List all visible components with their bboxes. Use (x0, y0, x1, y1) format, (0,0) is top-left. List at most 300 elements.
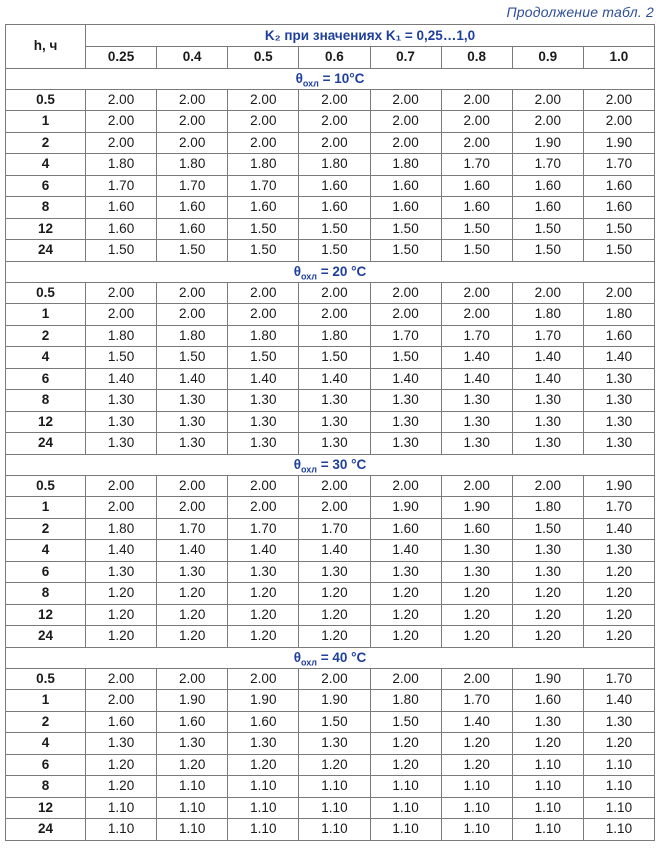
table-row (6, 175, 655, 197)
table-row (6, 711, 655, 733)
k2-value-cell: 1.20 (86, 604, 157, 626)
section-header-row (6, 68, 655, 89)
k2-value-cell: 1.60 (157, 218, 228, 240)
k2-value-cell: 1.40 (370, 368, 441, 390)
h-cell: 12 (6, 604, 86, 626)
k2-value-cell: 1.80 (157, 325, 228, 347)
h-cell: 2 (6, 518, 86, 540)
theta-subscript: охл (301, 657, 317, 668)
k2-value-cell: 2.00 (228, 475, 299, 497)
k2-value-cell: 1.30 (86, 411, 157, 433)
h-cell: 1 (6, 111, 86, 133)
table-row (6, 111, 655, 133)
section-condition: = 40 °C (317, 649, 367, 665)
k2-value-cell: 2.00 (86, 497, 157, 519)
section-header-row (6, 647, 655, 668)
k2-value-cell: 1.30 (583, 540, 654, 562)
k2-value-cell: 1.20 (228, 754, 299, 776)
k2-value-cell: 1.80 (370, 154, 441, 176)
h-cell: 8 (6, 197, 86, 219)
k2-value-cell: 1.60 (583, 325, 654, 347)
k2-value-cell: 1.30 (86, 733, 157, 755)
k2-value-cell: 1.60 (370, 175, 441, 197)
k2-value-cell: 1.20 (441, 583, 512, 605)
k2-value-cell: 2.00 (583, 111, 654, 133)
k2-value-cell: 1.10 (583, 797, 654, 819)
k2-value-cell: 1.60 (157, 711, 228, 733)
k2-value-cell: 1.60 (228, 711, 299, 733)
k2-value-cell: 1.60 (228, 197, 299, 219)
k2-value-cell: 1.30 (441, 540, 512, 562)
k2-value-cell: 2.00 (512, 282, 583, 304)
theta-symbol: θ (295, 70, 303, 86)
k2-value-cell: 1.70 (441, 325, 512, 347)
k2-value-cell: 1.20 (157, 604, 228, 626)
k2-value-cell: 1.80 (86, 154, 157, 176)
k1-value-header: 0.25 (86, 47, 157, 69)
k2-value-cell: 1.20 (370, 733, 441, 755)
k2-value-cell: 1.20 (299, 754, 370, 776)
k2-value-cell: 2.00 (228, 668, 299, 690)
k2-value-cell: 1.20 (512, 733, 583, 755)
k2-value-cell: 1.10 (583, 776, 654, 798)
k2-value-cell: 2.00 (512, 89, 583, 111)
k2-value-cell: 1.20 (228, 626, 299, 648)
table-row (6, 497, 655, 519)
k2-value-cell: 1.30 (299, 411, 370, 433)
k2-value-cell: 1.50 (512, 218, 583, 240)
k2-value-cell: 1.20 (441, 754, 512, 776)
table-row (6, 626, 655, 648)
h-cell: 0.5 (6, 282, 86, 304)
k2-value-cell: 1.50 (583, 218, 654, 240)
k2-value-cell: 1.30 (583, 433, 654, 455)
k2-value-cell: 1.90 (512, 668, 583, 690)
k2-value-cell: 1.50 (370, 218, 441, 240)
k2-value-cell: 2.00 (228, 304, 299, 326)
table-row (6, 390, 655, 412)
table-row (6, 733, 655, 755)
k2-value-cell: 2.00 (157, 89, 228, 111)
k2-value-cell: 2.00 (441, 282, 512, 304)
k2-value-cell: 1.20 (86, 776, 157, 798)
k2-value-cell: 1.50 (583, 240, 654, 262)
k2-value-cell: 2.00 (441, 304, 512, 326)
k2-value-cell: 1.60 (512, 197, 583, 219)
k2-value-cell: 1.30 (583, 411, 654, 433)
table-row (6, 282, 655, 304)
k2-value-cell: 1.90 (228, 690, 299, 712)
k2-value-cell: 1.40 (441, 368, 512, 390)
h-cell: 6 (6, 754, 86, 776)
k2-value-cell: 1.60 (370, 197, 441, 219)
table-row (6, 583, 655, 605)
k2-value-cell: 1.10 (370, 819, 441, 841)
table-row (6, 433, 655, 455)
k2-value-cell: 1.40 (299, 540, 370, 562)
k2-value-cell: 1.30 (583, 711, 654, 733)
k2-value-cell: 1.20 (299, 604, 370, 626)
table-row (6, 475, 655, 497)
h-cell: 1 (6, 497, 86, 519)
table-row (6, 776, 655, 798)
table-row (6, 518, 655, 540)
k2-value-cell: 1.30 (228, 733, 299, 755)
k2-value-cell: 1.20 (86, 754, 157, 776)
table-row (6, 561, 655, 583)
section-title (6, 68, 655, 89)
k2-value-cell: 1.30 (157, 390, 228, 412)
k2-value-cell: 1.70 (583, 668, 654, 690)
k2-value-cell: 2.00 (157, 111, 228, 133)
k2-value-cell: 1.90 (299, 690, 370, 712)
k2-value-cell: 2.00 (157, 475, 228, 497)
k2-value-cell: 1.20 (86, 626, 157, 648)
k2-value-cell: 1.20 (157, 626, 228, 648)
k2-value-cell: 2.00 (299, 304, 370, 326)
k2-value-cell: 1.10 (512, 797, 583, 819)
k2-value-cell: 1.30 (157, 733, 228, 755)
h-cell: 2 (6, 325, 86, 347)
k2-value-cell: 1.70 (228, 175, 299, 197)
k2-value-cell: 1.70 (512, 325, 583, 347)
h-cell: 2 (6, 132, 86, 154)
k2-table (5, 24, 655, 841)
k2-value-cell: 1.30 (228, 411, 299, 433)
section-title (6, 261, 655, 282)
k2-value-cell: 1.10 (228, 776, 299, 798)
k2-value-cell: 1.20 (299, 583, 370, 605)
k2-value-cell: 1.20 (370, 754, 441, 776)
k2-value-cell: 1.60 (441, 197, 512, 219)
k2-value-cell: 1.10 (370, 797, 441, 819)
k2-value-cell: 2.00 (86, 111, 157, 133)
k2-value-cell: 1.40 (228, 368, 299, 390)
k2-value-cell: 1.60 (86, 711, 157, 733)
k2-value-cell: 2.00 (299, 132, 370, 154)
k2-value-cell: 1.80 (228, 325, 299, 347)
k2-value-cell: 2.00 (299, 89, 370, 111)
table-row (6, 304, 655, 326)
table-row (6, 754, 655, 776)
k2-value-cell: 1.80 (583, 304, 654, 326)
k2-value-cell: 2.00 (228, 89, 299, 111)
k2-value-cell: 2.00 (86, 475, 157, 497)
k2-value-cell: 2.00 (441, 111, 512, 133)
k2-value-cell: 1.60 (86, 197, 157, 219)
table-row (6, 240, 655, 262)
k2-value-cell: 1.30 (583, 390, 654, 412)
k2-value-cell: 1.50 (299, 347, 370, 369)
k1-value-header: 1.0 (583, 47, 654, 69)
k2-value-cell: 1.50 (370, 240, 441, 262)
h-cell: 6 (6, 561, 86, 583)
h-cell: 4 (6, 154, 86, 176)
k2-value-cell: 1.20 (583, 604, 654, 626)
k2-value-cell: 1.20 (441, 626, 512, 648)
k2-value-cell: 2.00 (299, 282, 370, 304)
k2-value-cell: 1.10 (512, 776, 583, 798)
h-cell: 0.5 (6, 89, 86, 111)
k1-value-header: 0.6 (299, 47, 370, 69)
k2-value-cell: 1.40 (299, 368, 370, 390)
h-cell: 4 (6, 347, 86, 369)
k2-value-cell: 2.00 (86, 690, 157, 712)
k2-value-cell: 1.80 (370, 690, 441, 712)
k2-value-cell: 1.10 (86, 797, 157, 819)
k2-value-cell: 1.20 (583, 733, 654, 755)
k1-value-header: 0.4 (157, 47, 228, 69)
table-body (6, 68, 655, 840)
k2-value-cell: 1.40 (228, 540, 299, 562)
k2-value-cell: 1.50 (441, 218, 512, 240)
k2-value-cell: 1.30 (86, 561, 157, 583)
k2-value-cell: 1.10 (157, 776, 228, 798)
k2-value-cell: 1.30 (441, 390, 512, 412)
k2-value-cell: 1.20 (512, 583, 583, 605)
h-cell: 8 (6, 776, 86, 798)
k2-value-cell: 1.70 (228, 518, 299, 540)
k2-value-cell: 1.20 (583, 583, 654, 605)
theta-symbol: θ (293, 263, 301, 279)
k2-value-cell: 1.20 (441, 733, 512, 755)
k2-value-cell: 2.00 (370, 282, 441, 304)
k2-value-cell: 1.10 (370, 776, 441, 798)
k2-value-cell: 2.00 (228, 132, 299, 154)
k1-value-header: 0.8 (441, 47, 512, 69)
k2-value-cell: 1.20 (583, 626, 654, 648)
k2-value-cell: 1.80 (157, 154, 228, 176)
k2-value-cell: 2.00 (86, 668, 157, 690)
h-cell: 24 (6, 626, 86, 648)
h-cell: 1 (6, 304, 86, 326)
k2-value-cell: 2.00 (441, 89, 512, 111)
k2-value-cell: 2.00 (441, 668, 512, 690)
h-cell: 24 (6, 819, 86, 841)
k2-value-cell: 2.00 (370, 304, 441, 326)
k2-value-cell: 1.40 (86, 540, 157, 562)
k2-value-cell: 1.10 (441, 776, 512, 798)
k2-value-cell: 1.30 (370, 561, 441, 583)
k2-value-cell: 1.30 (370, 390, 441, 412)
k2-value-cell: 2.00 (157, 668, 228, 690)
k2-value-cell: 1.20 (299, 626, 370, 648)
k2-value-cell: 1.30 (157, 411, 228, 433)
table-caption: Продолжение табл. 2 (506, 4, 654, 20)
k2-value-cell: 1.20 (86, 583, 157, 605)
k2-value-cell: 1.70 (299, 518, 370, 540)
k2-value-cell: 1.10 (299, 776, 370, 798)
k2-value-cell: 1.30 (441, 433, 512, 455)
table-row (6, 668, 655, 690)
k2-value-cell: 1.30 (299, 561, 370, 583)
k2-value-cell: 1.80 (228, 154, 299, 176)
k2-value-cell: 1.90 (583, 132, 654, 154)
section-header-row (6, 261, 655, 282)
h-cell: 2 (6, 711, 86, 733)
k2-value-cell: 1.50 (228, 218, 299, 240)
k2-value-cell: 1.30 (370, 433, 441, 455)
k2-value-cell: 2.00 (228, 497, 299, 519)
theta-symbol: θ (293, 649, 301, 665)
k2-value-cell: 1.30 (299, 733, 370, 755)
table-row (6, 197, 655, 219)
h-cell: 4 (6, 733, 86, 755)
k2-value-cell: 1.20 (370, 583, 441, 605)
k2-value-cell: 1.10 (583, 819, 654, 841)
h-cell: 4 (6, 540, 86, 562)
k2-value-cell: 1.40 (370, 540, 441, 562)
table-row (6, 218, 655, 240)
k2-value-cell: 1.30 (583, 368, 654, 390)
h-cell: 6 (6, 368, 86, 390)
k2-value-cell: 1.10 (512, 819, 583, 841)
k2-value-cell: 1.70 (157, 518, 228, 540)
k2-value-cell: 1.60 (512, 690, 583, 712)
k2-value-cell: 1.60 (583, 175, 654, 197)
k2-value-cell: 2.00 (299, 497, 370, 519)
k2-value-cell: 1.40 (157, 368, 228, 390)
k2-value-cell: 1.20 (228, 583, 299, 605)
k2-value-cell: 2.00 (299, 111, 370, 133)
k2-value-cell: 1.40 (583, 518, 654, 540)
k2-value-cell: 1.20 (583, 561, 654, 583)
k2-value-cell: 1.10 (441, 819, 512, 841)
k2-value-cell: 2.00 (370, 475, 441, 497)
k2-value-cell: 1.10 (512, 754, 583, 776)
k2-value-cell: 1.20 (512, 626, 583, 648)
k2-value-cell: 2.00 (157, 132, 228, 154)
k2-value-cell: 1.60 (370, 518, 441, 540)
table-row (6, 690, 655, 712)
k2-value-cell: 1.90 (370, 497, 441, 519)
section-header-row (6, 454, 655, 475)
section-title (6, 647, 655, 668)
k2-value-cell: 1.50 (228, 347, 299, 369)
k2-value-cell: 1.70 (86, 175, 157, 197)
k2-value-cell: 2.00 (441, 132, 512, 154)
table-row (6, 411, 655, 433)
h-cell: 0.5 (6, 668, 86, 690)
k2-value-cell: 2.00 (86, 282, 157, 304)
table-row (6, 604, 655, 626)
k2-value-cell: 2.00 (157, 497, 228, 519)
h-cell: 24 (6, 433, 86, 455)
k2-value-cell: 1.30 (299, 433, 370, 455)
k2-value-cell: 1.30 (512, 390, 583, 412)
k2-value-cell: 1.20 (157, 583, 228, 605)
h-cell: 1 (6, 690, 86, 712)
k2-value-cell: 1.70 (512, 154, 583, 176)
h-cell: 12 (6, 411, 86, 433)
k2-value-cell: 2.00 (583, 89, 654, 111)
k2-value-cell: 1.60 (583, 197, 654, 219)
k2-value-cell: 1.10 (86, 819, 157, 841)
table-row (6, 540, 655, 562)
section-condition: = 20 °C (317, 263, 367, 279)
k2-value-cell: 1.50 (299, 711, 370, 733)
k2-value-cell: 1.30 (228, 561, 299, 583)
table-row (6, 89, 655, 111)
k2-value-cell: 1.80 (512, 304, 583, 326)
k2-value-cell: 1.10 (228, 797, 299, 819)
h-cell: 24 (6, 240, 86, 262)
k2-value-cell: 1.40 (512, 347, 583, 369)
k2-value-cell: 1.50 (441, 240, 512, 262)
k2-value-cell: 1.60 (441, 518, 512, 540)
table-row (6, 132, 655, 154)
theta-subscript: охл (301, 464, 317, 475)
k2-value-cell: 1.10 (299, 797, 370, 819)
k2-value-cell: 1.60 (157, 197, 228, 219)
h-cell: 0.5 (6, 475, 86, 497)
k2-value-cell: 1.60 (441, 175, 512, 197)
k2-value-cell: 2.00 (299, 668, 370, 690)
k2-value-cell: 1.70 (441, 690, 512, 712)
k2-value-cell: 1.50 (228, 240, 299, 262)
k2-value-cell: 2.00 (86, 304, 157, 326)
k2-value-cell: 1.90 (583, 475, 654, 497)
k2-value-cell: 1.50 (299, 240, 370, 262)
k2-value-cell: 1.30 (512, 411, 583, 433)
k2-value-cell: 1.90 (512, 132, 583, 154)
k2-header: K₂ при значениях K₁ = 0,25…1,0 (86, 25, 655, 47)
k2-value-cell: 1.30 (370, 411, 441, 433)
k2-value-cell: 1.40 (441, 347, 512, 369)
k2-value-cell: 1.80 (86, 325, 157, 347)
k2-value-cell: 1.20 (370, 604, 441, 626)
k2-value-cell: 1.10 (228, 819, 299, 841)
k2-value-cell: 1.90 (441, 497, 512, 519)
table-row (6, 154, 655, 176)
table-row (6, 368, 655, 390)
k2-value-cell: 2.00 (441, 475, 512, 497)
k2-value-cell: 1.90 (157, 690, 228, 712)
h-cell: 12 (6, 797, 86, 819)
k1-value-header: 0.9 (512, 47, 583, 69)
k2-value-cell: 1.30 (86, 433, 157, 455)
k2-value-cell: 2.00 (512, 475, 583, 497)
k2-value-cell: 1.30 (86, 390, 157, 412)
k2-value-cell: 1.20 (157, 754, 228, 776)
k2-value-cell: 1.60 (299, 197, 370, 219)
k2-value-cell: 1.80 (299, 325, 370, 347)
k2-value-cell: 1.40 (583, 347, 654, 369)
k2-value-cell: 1.50 (512, 518, 583, 540)
k2-value-cell: 1.40 (157, 540, 228, 562)
k2-value-cell: 2.00 (583, 282, 654, 304)
k2-value-cell: 1.50 (86, 347, 157, 369)
k2-value-cell: 2.00 (228, 111, 299, 133)
k2-value-cell: 1.30 (441, 561, 512, 583)
k2-value-cell: 1.10 (583, 754, 654, 776)
table-row (6, 797, 655, 819)
k2-value-cell: 1.30 (512, 711, 583, 733)
k1-values-header-row (6, 47, 655, 69)
k2-value-cell: 1.20 (441, 604, 512, 626)
k2-value-cell: 1.10 (157, 819, 228, 841)
table-row (6, 325, 655, 347)
k2-value-cell: 1.10 (157, 797, 228, 819)
k2-value-cell: 2.00 (86, 132, 157, 154)
theta-subscript: охл (302, 78, 319, 89)
k2-value-cell: 1.40 (583, 690, 654, 712)
k2-value-cell: 1.40 (512, 368, 583, 390)
k2-value-cell: 1.30 (157, 433, 228, 455)
k2-value-cell: 1.40 (86, 368, 157, 390)
k2-value-cell: 1.10 (299, 819, 370, 841)
table-row (6, 819, 655, 841)
